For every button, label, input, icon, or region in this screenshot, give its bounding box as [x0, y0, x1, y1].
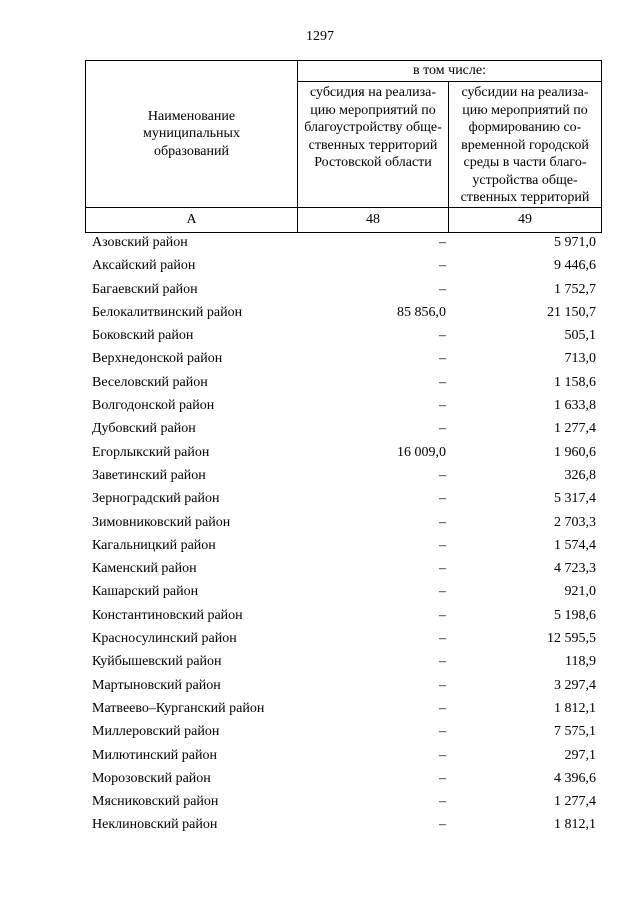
- municipality-name: Заветинский район: [92, 467, 206, 483]
- header-col-49: [449, 82, 602, 208]
- table-row: [85, 444, 601, 467]
- value-col-49: 1 633,8: [554, 398, 596, 414]
- value-col-49: 297,1: [564, 747, 596, 763]
- value-col-48: –: [439, 491, 446, 507]
- municipality-name: Зерноградский район: [92, 491, 220, 507]
- value-col-48: 16 009,0: [397, 444, 446, 460]
- table-row: [85, 420, 601, 443]
- table-row: [85, 257, 601, 280]
- municipality-name: Боковский район: [92, 328, 194, 344]
- value-col-48: –: [439, 351, 446, 367]
- value-col-48: –: [439, 561, 446, 577]
- municipality-name: Зимовниковский район: [92, 514, 231, 530]
- table-row: [85, 397, 601, 420]
- table-row: [85, 537, 601, 560]
- value-col-49: 1 158,6: [554, 374, 596, 390]
- municipality-name: Веселовский район: [92, 374, 208, 390]
- value-col-48: –: [439, 258, 446, 274]
- value-col-48: –: [439, 584, 446, 600]
- value-col-48: –: [439, 235, 446, 250]
- table-row: [85, 304, 601, 327]
- header-col49-line: цию мероприятий по: [462, 102, 588, 118]
- value-col-49: 4 396,6: [554, 770, 596, 786]
- value-col-49: 921,0: [564, 584, 596, 600]
- value-col-48: –: [439, 514, 446, 530]
- table-row: [85, 327, 601, 350]
- table-header: [85, 60, 602, 233]
- header-col48-line: Ростовской области: [314, 155, 432, 170]
- table-row: [85, 816, 601, 839]
- value-col-48: –: [439, 421, 446, 437]
- header-col49-line: субсидии на реализа-: [461, 85, 589, 100]
- value-col-49: 2 703,3: [554, 514, 596, 530]
- value-col-48: 85 856,0: [397, 304, 446, 320]
- header-num-49: 49: [449, 207, 602, 232]
- municipality-name: Верхнедонской район: [92, 351, 223, 367]
- municipality-name: Красносулинский район: [92, 631, 237, 647]
- table-row: [85, 770, 601, 793]
- table-row: [85, 747, 601, 770]
- header-col-48: [298, 82, 449, 208]
- value-col-49: 4 723,3: [554, 561, 596, 577]
- value-col-48: –: [439, 654, 446, 670]
- value-col-48: –: [439, 607, 446, 623]
- table-row: [85, 374, 601, 397]
- municipality-name: Кашарский район: [92, 584, 199, 600]
- value-col-49: 1 812,1: [554, 817, 596, 833]
- header-col49-line: устройства обще-: [472, 172, 578, 188]
- municipality-name: Багаевский район: [92, 281, 198, 297]
- value-col-48: –: [439, 281, 446, 297]
- value-col-48: –: [439, 374, 446, 390]
- header-col49-line: формированию со-: [468, 120, 582, 135]
- value-col-49: 1 960,6: [554, 444, 596, 460]
- value-col-49: 21 150,7: [547, 304, 596, 320]
- header-col49-line: ственных территорий: [460, 190, 590, 205]
- municipality-name: Волгодонской район: [92, 398, 215, 414]
- municipality-name: Миллеровский район: [92, 724, 220, 740]
- value-col-49: 1 752,7: [554, 281, 596, 297]
- municipality-name: Егорлыкский район: [92, 444, 210, 460]
- table-row: [85, 630, 601, 653]
- header-col48-line: субсидия на реализа-: [309, 85, 437, 100]
- municipality-name: Аксайский район: [92, 258, 196, 274]
- table-row: [85, 281, 601, 304]
- header-col49-line: среды в части благо-: [463, 155, 587, 170]
- municipality-name: Морозовский район: [92, 770, 211, 786]
- value-col-48: –: [439, 817, 446, 833]
- header-including: в том числе:: [298, 61, 602, 82]
- value-col-49: 1 574,4: [554, 537, 596, 553]
- table-row: [85, 560, 601, 583]
- value-col-49: 12 595,5: [547, 631, 596, 647]
- value-col-49: 505,1: [564, 328, 596, 344]
- municipality-name: Кагальницкий район: [92, 537, 216, 553]
- value-col-48: –: [439, 724, 446, 740]
- table-row: [85, 723, 601, 746]
- value-col-49: 326,8: [564, 467, 596, 483]
- header-name-line: Наименование: [147, 108, 236, 124]
- table-row: [85, 583, 601, 606]
- municipality-name: Мартыновский район: [92, 677, 221, 693]
- value-col-49: 7 575,1: [554, 724, 596, 740]
- table-row: [85, 514, 601, 537]
- value-col-48: –: [439, 398, 446, 414]
- value-col-49: 5 971,0: [554, 235, 596, 250]
- table-row: [85, 467, 601, 490]
- table-row: [85, 677, 601, 700]
- value-col-48: –: [439, 537, 446, 553]
- municipality-name: Константиновский район: [92, 607, 243, 623]
- header-name-column: [86, 61, 298, 208]
- header-name-line: образований: [154, 143, 229, 159]
- header-num-48: 48: [298, 207, 449, 232]
- header-col48-line: цию мероприятий по: [310, 102, 436, 118]
- municipality-name: Неклиновский район: [92, 817, 218, 833]
- municipality-name: Милютинский район: [92, 747, 218, 763]
- table-body: [85, 234, 601, 840]
- value-col-49: 5 198,6: [554, 607, 596, 623]
- header-col49-line: временной городской: [461, 137, 589, 153]
- table-row: [85, 350, 601, 373]
- value-col-49: 9 446,6: [554, 258, 596, 274]
- value-col-48: –: [439, 631, 446, 647]
- header-num-name: А: [86, 207, 298, 232]
- page-number: 1297: [306, 29, 334, 44]
- value-col-49: 1 277,4: [554, 421, 596, 437]
- value-col-48: –: [439, 747, 446, 763]
- municipality-name: Мясниковский район: [92, 794, 219, 810]
- table-row: [85, 234, 601, 257]
- municipality-name: Азовский район: [92, 235, 188, 250]
- value-col-49: 5 317,4: [554, 491, 596, 507]
- municipality-name: Белокалитвинский район: [92, 304, 243, 320]
- value-col-48: –: [439, 328, 446, 344]
- value-col-48: –: [439, 794, 446, 810]
- value-col-49: 118,9: [565, 654, 596, 670]
- municipality-name: Матвеево–Курганский район: [92, 700, 265, 716]
- header-col48-line: благоустройству обще-: [304, 120, 442, 135]
- table-row: [85, 607, 601, 630]
- table-row: [85, 653, 601, 676]
- value-col-48: –: [439, 770, 446, 786]
- municipality-name: Дубовский район: [92, 421, 196, 437]
- value-col-49: 1 277,4: [554, 794, 596, 810]
- municipality-name: Куйбышевский район: [92, 654, 222, 670]
- municipality-name: Каменский район: [92, 561, 197, 577]
- value-col-48: –: [439, 677, 446, 693]
- value-col-49: 1 812,1: [554, 700, 596, 716]
- value-col-49: 3 297,4: [554, 677, 596, 693]
- table-row: [85, 700, 601, 723]
- table-row: [85, 793, 601, 816]
- value-col-48: –: [439, 700, 446, 716]
- value-col-49: 713,0: [564, 351, 596, 367]
- table-row: [85, 490, 601, 513]
- value-col-48: –: [439, 467, 446, 483]
- header-name-line: муниципальных: [143, 126, 240, 141]
- header-col48-line: ственных территорий: [308, 137, 438, 153]
